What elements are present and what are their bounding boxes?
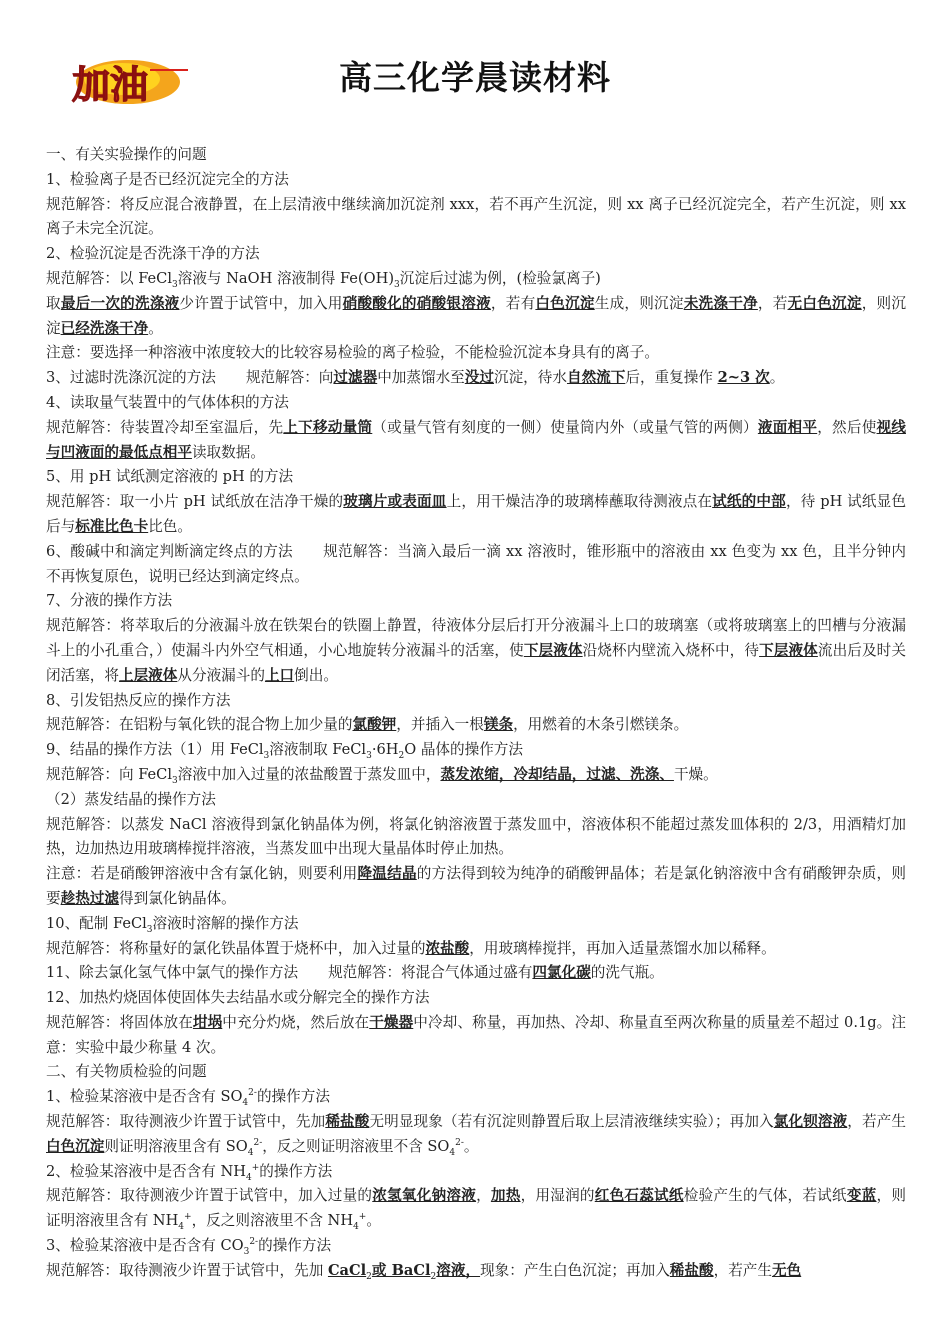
subscript: 2 — [430, 1271, 437, 1282]
text-segment: ，若产生 — [713, 1261, 772, 1279]
text-segment: 溶液与 NaOH 溶液制得 Fe(OH) — [177, 269, 395, 287]
text-line — [46, 738, 906, 763]
subscript: 3 — [243, 1246, 250, 1257]
text-segment: 的操作方法 — [259, 1162, 333, 1180]
superscript: 2- — [248, 1088, 257, 1099]
text-line — [46, 961, 906, 986]
text-segment: ，用湿润的 — [520, 1187, 595, 1205]
text-segment: 沿烧杯内壁流入烧杯中，待 — [582, 641, 760, 659]
subscript: 3 — [263, 751, 270, 762]
text-segment: 8、引发铝热反应的操作方法 — [46, 691, 231, 709]
key-term: 2~3 次 — [717, 369, 770, 387]
text-segment: 注意：要选择一种溶液中浓度较大的比较容易检验的离子检验，不能检验沉淀本身具有的离子。 — [46, 344, 659, 362]
text-segment: 现象：产生白色沉淀；再加入 — [480, 1261, 670, 1279]
text-segment: 中冷却、称量，再加热、冷却、称量直至两次称量的质量差不超过 0.1g。注意：实验中最少称量 4 次。 — [46, 1013, 906, 1056]
text-segment: 2、检验某溶液中是否含有 NH — [46, 1162, 246, 1180]
subscript: 3 — [146, 924, 153, 935]
text-line — [46, 1011, 906, 1061]
key-term: 稀盐酸 — [325, 1113, 370, 1131]
text-segment: 中加蒸馏水至 — [377, 369, 465, 387]
text-segment: ，用玻璃棒搅拌，再加入适量蒸馏水加以稀释。 — [469, 939, 776, 957]
document-body — [46, 143, 906, 1284]
text-segment: 干燥。 — [673, 765, 718, 783]
superscript: + — [358, 1212, 367, 1223]
text-line — [46, 341, 906, 366]
text-segment: 流出后及时关闭活塞，将 — [46, 641, 906, 684]
text-segment: 2、检验沉淀是否洗涤干净的方法 — [46, 245, 260, 263]
key-term: 稀盐酸 — [669, 1261, 714, 1279]
text-line — [46, 292, 906, 342]
text-segment: 规范解答：将混合气体通过盛有 — [328, 964, 533, 982]
key-term: CaCl — [327, 1261, 367, 1279]
text-segment: ，用燃着的木条引燃镁条。 — [513, 716, 689, 734]
key-term: 白色沉淀 — [535, 294, 595, 312]
key-term: 下层液体 — [759, 641, 818, 659]
text-line — [46, 193, 906, 243]
key-term: 标准比色卡 — [75, 517, 149, 535]
key-term: 没过 — [464, 369, 494, 387]
text-segment: 规范解答：将萃取后的分液漏斗放在铁架台的铁圈上静置，待液体分层后打开分液漏斗上口的玻璃塞（或将玻璃塞上的凹槽与分液漏斗上的小孔重合，）使漏斗内外空气相通，小心地旋转分液漏斗的活塞，使 — [46, 617, 906, 659]
text-line — [46, 1085, 906, 1110]
key-term: 无白色沉淀 — [787, 294, 862, 312]
text-segment: 读取数据。 — [191, 443, 265, 461]
text-segment: 9、结晶的操作方法（1）用 FeCl — [46, 741, 264, 759]
text-segment: 规范解答：取待测液少许置于试管中，先加 — [46, 1261, 328, 1279]
key-term: 上口 — [264, 666, 295, 684]
subscript: 4 — [449, 1147, 456, 1158]
text-segment: 11、除去氯化氢气体中氯气的操作方法 — [46, 964, 299, 982]
text-segment: 10、配制 FeCl — [46, 914, 147, 932]
text-segment: 。 — [463, 1137, 479, 1155]
text-line — [46, 862, 906, 912]
text-segment: 取 — [46, 294, 61, 312]
key-term: 硝酸酸化的硝酸银溶液 — [342, 294, 491, 312]
text-segment: 规范解答：向 — [245, 369, 334, 387]
text-segment: 3、过滤时洗涤沉淀的方法 — [46, 369, 216, 387]
key-term: 氯化钡溶液 — [773, 1113, 848, 1131]
key-term: 已经洗涤干净 — [60, 319, 149, 337]
key-term: 无色 — [771, 1261, 802, 1279]
text-line — [46, 713, 906, 738]
text-segment: 5、用 pH 试纸测定溶液的 pH 的方法 — [46, 468, 294, 486]
text-segment: 规范解答：待装置冷却至室温后，先 — [46, 418, 284, 436]
text-segment: 的洗气瓶。 — [590, 964, 664, 982]
key-term: 溶液， — [436, 1261, 481, 1279]
text-segment: 二、有关物质检验的问题 — [46, 1063, 207, 1081]
text-segment: 1、检验离子是否已经沉淀完全的方法 — [46, 170, 289, 188]
text-segment: 3、检验某溶液中是否含有 CO — [46, 1237, 244, 1255]
text-line — [46, 614, 906, 688]
text-line — [46, 465, 906, 490]
subscript: 4 — [178, 1222, 185, 1233]
text-segment: 6、酸碱中和滴定判断滴定终点的方法 — [46, 542, 293, 560]
page-title: 高三化学晨读材料 — [339, 58, 611, 97]
text-segment: 一、有关实验操作的问题 — [46, 146, 207, 163]
text-segment: 。 — [366, 1212, 381, 1230]
text-line — [46, 267, 906, 292]
text-line — [46, 416, 906, 466]
text-segment: 12、加热灼烧固体使固体失去结晶水或分解完全的操作方法 — [46, 989, 430, 1007]
key-term: 降温结晶 — [357, 865, 417, 883]
text-segment: 规范解答：以 FeCl — [46, 269, 172, 287]
key-term: 未洗涤干净 — [683, 294, 758, 312]
text-segment: 溶液中加入过量的浓盐酸置于蒸发皿中， — [177, 765, 441, 783]
key-term: 液面相平 — [757, 418, 818, 436]
subscript: 4 — [247, 1147, 254, 1158]
key-term: 干燥器 — [369, 1013, 414, 1031]
text-segment: 溶液制取 FeCl — [269, 741, 367, 759]
superscript: 2- — [253, 1138, 263, 1149]
subscript: 4 — [242, 1098, 249, 1109]
subscript: 3 — [172, 279, 178, 290]
key-term: 试纸的中部 — [712, 493, 786, 511]
text-segment: 4、读取量气装置中的气体体积的方法 — [46, 393, 289, 411]
text-segment: 规范解答：将反应混合液静置，在上层清液中继续滴加沉淀剂 xxx，若不再产生沉淀，则 xx 离子已经沉淀完全，若产生沉淀，则 xx 离子未完全沉淀。 — [46, 195, 906, 238]
text-line — [46, 937, 906, 962]
subscript: 3 — [172, 775, 178, 786]
text-line — [46, 912, 906, 937]
text-segment: 溶液时溶解的操作方法 — [152, 914, 299, 932]
text-segment: 注意：若是硝酸钾溶液中含有氯化钠，则要利用 — [46, 865, 358, 883]
text-segment: 规范解答：将固体放在 — [46, 1013, 193, 1031]
text-segment: 检验产生的气体，若试纸 — [683, 1187, 847, 1205]
key-term: 上层液体 — [118, 666, 178, 684]
text-line — [46, 143, 906, 168]
text-segment: （或量气管有刻度的一侧）使量筒内外（或量气管的两侧） — [372, 418, 758, 436]
text-segment: 上，用干燥洁净的玻璃棒蘸取待测液点在 — [446, 493, 713, 511]
key-term: 最后一次的洗涤液 — [60, 294, 180, 312]
text-segment: 则证明溶液里含有 SO — [104, 1137, 248, 1155]
text-line — [46, 366, 906, 391]
text-segment: 规范解答：向 FeCl — [46, 765, 172, 783]
text-line — [46, 1160, 906, 1185]
text-segment: 后，重复操作 — [625, 369, 718, 387]
text-segment: 生成，则沉淀 — [594, 294, 684, 312]
logo-text: 加油 — [72, 63, 149, 107]
text-line — [46, 689, 906, 714]
superscript: 2- — [249, 1237, 259, 1248]
key-term: 白色沉淀 — [46, 1137, 105, 1155]
text-segment: ，然后使 — [817, 418, 877, 436]
text-line — [46, 1184, 906, 1234]
text-segment: 规范解答：当滴入最后一滴 xx 溶液时，锥形瓶中的溶液由 xx 色变为 xx 色，且半分钟内不再恢复原色，说明已经达到滴定终点。 — [46, 542, 906, 585]
text-segment: 规范解答：取待测液少许置于试管中，先加 — [46, 1113, 326, 1131]
text-line — [46, 1060, 906, 1085]
key-term: 下层液体 — [523, 641, 583, 659]
key-term: 过滤器 — [333, 369, 378, 387]
text-line — [46, 1110, 906, 1160]
text-segment: ，则沉淀 — [46, 294, 906, 337]
key-term: 自然流下 — [566, 369, 626, 387]
text-segment: 中充分灼烧，然后放在 — [222, 1013, 370, 1031]
text-segment: 规范解答：取一小片 pH 试纸放在洁净干燥的 — [46, 493, 344, 511]
key-term: 氯酸钾 — [352, 716, 397, 734]
key-term: 四氯化碳 — [532, 964, 591, 982]
key-term: 蒸发浓缩，冷却结晶，过滤、洗涤、 — [440, 765, 674, 783]
text-segment: 的方法得到较为纯净的硝酸钾晶体；若是氯化钠溶液中含有硝酸钾杂质，则要 — [46, 865, 906, 907]
text-segment: ，反之则溶液里不含 NH — [191, 1212, 354, 1230]
text-segment: 比色。 — [148, 517, 192, 535]
key-term: 玻璃片或表面皿 — [343, 493, 447, 511]
text-line — [46, 490, 906, 540]
text-segment: 沉淀，待水 — [493, 369, 567, 387]
text-line — [46, 1259, 906, 1284]
text-segment: 倒出。 — [294, 666, 338, 684]
text-line — [46, 589, 906, 614]
text-segment: ，反之则证明溶液里不含 SO — [262, 1137, 450, 1155]
text-segment: ，若有 — [490, 294, 536, 312]
key-term: 镁条 — [483, 716, 514, 734]
text-segment: 规范解答：取待测液少许置于试管中，加入过量的 — [46, 1187, 373, 1205]
key-term: 浓盐酸 — [425, 939, 470, 957]
text-segment: ，并插入一根 — [396, 716, 484, 734]
superscript: + — [184, 1212, 192, 1223]
text-segment: ，则证明溶液里含有 NH — [46, 1187, 906, 1230]
subscript: 3 — [366, 751, 372, 762]
text-line — [46, 391, 906, 416]
key-term: 或 BaCl — [371, 1261, 431, 1279]
key-term: 浓氢氧化钠溶液 — [372, 1187, 477, 1205]
text-segment: 规范解答：将称量好的氯化铁晶体置于烧杯中，加入过量的 — [46, 939, 426, 957]
text-line — [46, 788, 906, 813]
text-segment: ， — [476, 1187, 491, 1205]
text-segment: ，待 pH 试纸显色后与 — [46, 493, 906, 535]
key-term: 红色石蕊试纸 — [594, 1187, 684, 1205]
text-segment: （2）蒸发结晶的操作方法 — [46, 790, 216, 808]
text-line — [46, 1234, 906, 1259]
text-line — [46, 168, 906, 193]
text-segment: 得到氯化钠晶体。 — [119, 889, 236, 907]
key-term: 加热 — [490, 1187, 521, 1205]
key-term: 上下移动量筒 — [283, 418, 373, 436]
text-segment: 规范解答：以蒸发 NaCl 溶液得到氯化钠晶体为例，将氯化钠溶液置于蒸发皿中，溶液体积不能超过蒸发皿体积的 2/3，用酒精灯加热，边加热边用玻璃棒搅拌溶液，当蒸发皿中出现大量晶体时停止加热。 — [46, 815, 906, 858]
subscript: 2 — [398, 751, 405, 762]
text-segment: 7、分液的操作方法 — [46, 592, 173, 610]
text-line — [46, 242, 906, 267]
text-segment: 。 — [148, 319, 163, 337]
text-line — [46, 813, 906, 863]
text-segment: 规范解答：在铝粉与氧化铁的混合物上加少量的 — [46, 716, 353, 734]
key-term: 视线与凹液面的最低点相平 — [46, 418, 906, 461]
text-line — [46, 986, 906, 1011]
text-line — [46, 540, 906, 590]
key-term: 趁热过滤 — [60, 889, 119, 907]
text-segment: 的操作方法 — [258, 1237, 332, 1255]
subscript: 4 — [353, 1222, 359, 1233]
text-segment: O 晶体的操作方法 — [404, 741, 523, 759]
text-segment: 1、检验某溶液中是否含有 SO — [46, 1088, 243, 1106]
text-segment: ，若产生 — [847, 1113, 906, 1131]
subscript: 2 — [366, 1271, 372, 1282]
subscript: 4 — [245, 1172, 252, 1183]
key-term: 变蓝 — [846, 1187, 877, 1205]
text-segment: 从分液漏斗的 — [177, 666, 265, 684]
text-segment: 少许置于试管中，加入用 — [179, 294, 343, 312]
text-segment: ·6H — [371, 741, 399, 759]
superscript: + — [251, 1162, 260, 1173]
text-segment: 的操作方法 — [256, 1088, 330, 1106]
text-segment: ，若 — [757, 294, 788, 312]
text-segment: 无明显现象（若有沉淀则静置后取上层清液继续实验）；再加入 — [369, 1113, 774, 1131]
text-line — [46, 763, 906, 788]
subscript: 3 — [394, 279, 400, 290]
text-segment: 。 — [769, 369, 785, 387]
text-segment: 沉淀后过滤为例，(检验氯离子) — [399, 269, 601, 287]
key-term: 坩埚 — [192, 1013, 223, 1031]
superscript: 2- — [455, 1138, 464, 1149]
